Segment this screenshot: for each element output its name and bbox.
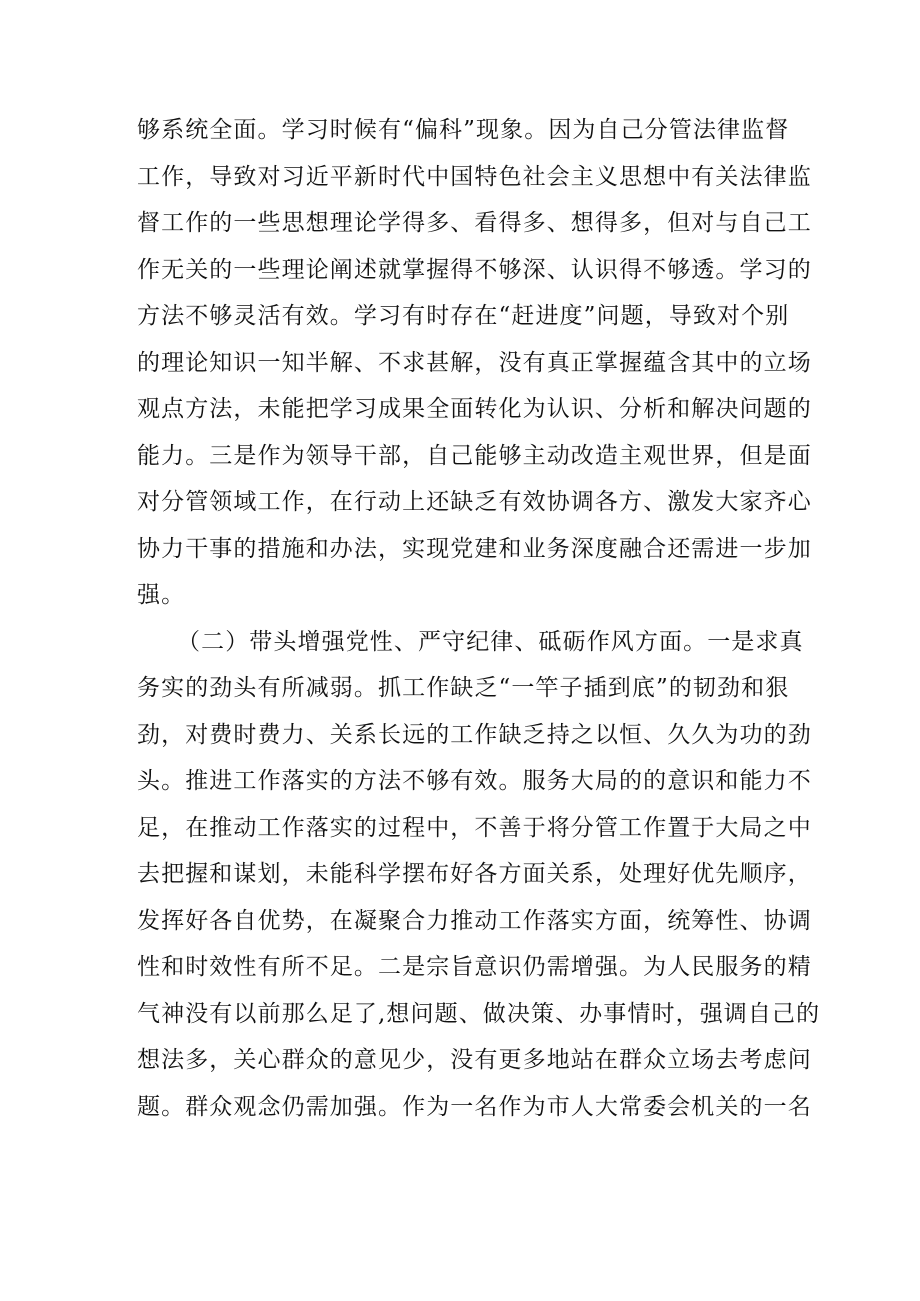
text-line: （二）带头增强党性、严守纪律、砥砺作风方面。一是求真 [177, 628, 804, 655]
text-line: 对分管领域工作，在行动上还缺乏有效协调各方、激发大家齐心 [137, 489, 812, 515]
text-line: 方法不够灵活有效。学习有时存在“赶进度”问题，导致对个别 [137, 303, 790, 329]
text-line: 能力。三是作为领导干部，自己能够主动改造主观世界，但是面 [137, 442, 812, 469]
text-line: 性和时效性有所不足。二是宗旨意识仍需增强。为人民服务的精 [137, 954, 812, 980]
text-line: 题。群众观念仍需加强。作为一名作为市人大常委会机关的一名 [137, 1093, 812, 1120]
text-line: 务实的劲头有所减弱。抓工作缺乏“一竿子插到底”的韧劲和狠 [137, 675, 790, 701]
text-line: 发挥好各自优势，在凝聚合力推动工作落实方面，统筹性、协调 [137, 907, 812, 934]
document-body [137, 107, 821, 1130]
text-line: 的理论知识一知半解、不求甚解，没有真正掌握蕴含其中的立场 [137, 349, 812, 376]
text-line: 观点方法，未能把学习成果全面转化为认识、分析和解决问题的 [137, 396, 812, 422]
text-line: 强。 [137, 582, 186, 608]
text-line: 去把握和谋划，未能科学摆布好各方面关系，处理好优先顺序， [137, 861, 812, 887]
text-line: 想法多，关心群众的意见少，没有更多地站在群众立场去考虑问 [137, 1047, 812, 1073]
text-line: 工作，导致对习近平新时代中国特色社会主义思想中有关法律监 [137, 163, 812, 190]
text-line: 头。推进工作落实的方法不够有效。服务大局的的意识和能力不 [137, 768, 812, 794]
text-line: 气神没有以前那么足了,想问题、做决策、办事情时，强调自己的 [137, 1000, 821, 1027]
text-line: 作无关的一些理论阐述就掌握得不够深、认识得不够透。学习的 [137, 256, 812, 283]
text-line: 劲，对费时费力、关系长远的工作缺乏持之以恒、久久为功的劲 [137, 721, 812, 748]
text-line: 督工作的一些思想理论学得多、看得多、想得多，但对与自己工 [137, 210, 812, 236]
text-line: 足，在推动工作落实的过程中，不善于将分管工作置于大局之中 [137, 814, 812, 841]
paragraph-2 [137, 619, 821, 1131]
text-line: 够系统全面。学习时候有“偏科”现象。因为自己分管法律监督 [137, 117, 790, 143]
paragraph-1 [137, 107, 812, 619]
text-line: 协力干事的措施和办法，实现党建和业务深度融合还需进一步加 [137, 535, 812, 562]
